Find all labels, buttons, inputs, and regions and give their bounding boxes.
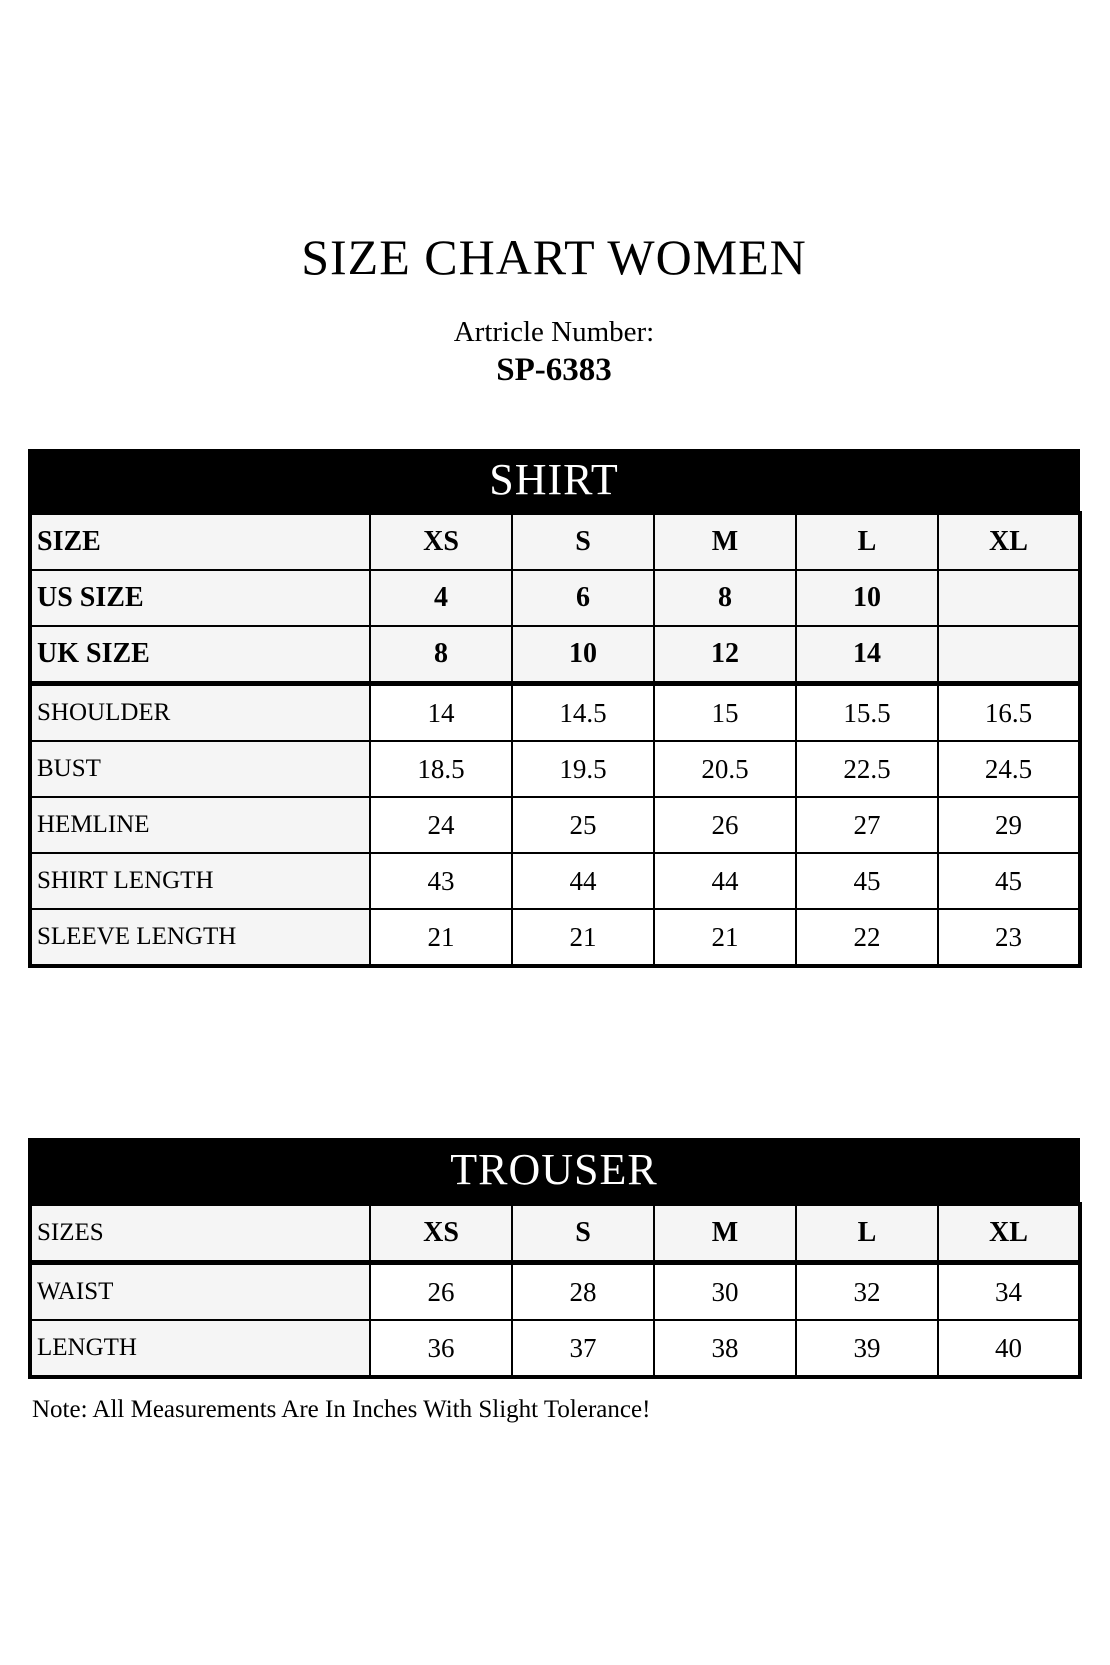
- trouser-table-title: TROUSER: [28, 1138, 1080, 1202]
- shirt-table-title: SHIRT: [28, 449, 1080, 511]
- table-row: [30, 684, 1080, 742]
- cell-value: XL: [938, 1204, 1080, 1263]
- trouser-table: [28, 1202, 1082, 1379]
- cell-value: [938, 570, 1080, 626]
- row-label: SLEEVE LENGTH: [30, 909, 370, 966]
- row-label: SIZES: [30, 1204, 370, 1263]
- cell-value: XS: [370, 1204, 512, 1263]
- cell-value: L: [796, 1204, 938, 1263]
- cell-value: 10: [796, 570, 938, 626]
- table-row: [30, 797, 1080, 853]
- table-row: [30, 513, 1080, 570]
- shirt-table-body: [30, 513, 1080, 966]
- cell-value: 25: [512, 797, 654, 853]
- table-row: [30, 909, 1080, 966]
- table-row: [30, 1320, 1080, 1377]
- note-text: Note: All Measurements Are In Inches With Slight Tolerance!: [32, 1396, 651, 1423]
- table-row: [30, 1204, 1080, 1263]
- cell-value: 30: [654, 1263, 796, 1321]
- cell-value: 37: [512, 1320, 654, 1377]
- cell-value: 18.5: [370, 741, 512, 797]
- cell-value: 28: [512, 1263, 654, 1321]
- cell-value: 14: [796, 626, 938, 684]
- cell-value: 20.5: [654, 741, 796, 797]
- cell-value: 44: [654, 853, 796, 909]
- cell-value: 23: [938, 909, 1080, 966]
- cell-value: 6: [512, 570, 654, 626]
- table-row: [30, 626, 1080, 684]
- cell-value: S: [512, 513, 654, 570]
- row-label: SHOULDER: [30, 684, 370, 742]
- cell-value: 22.5: [796, 741, 938, 797]
- cell-value: 12: [654, 626, 796, 684]
- article-number-value: SP-6383: [496, 352, 612, 388]
- cell-value: 39: [796, 1320, 938, 1377]
- cell-value: 21: [370, 909, 512, 966]
- cell-value: 38: [654, 1320, 796, 1377]
- cell-value: L: [796, 513, 938, 570]
- cell-value: 36: [370, 1320, 512, 1377]
- cell-value: 22: [796, 909, 938, 966]
- row-label: SHIRT LENGTH: [30, 853, 370, 909]
- cell-value: 16.5: [938, 684, 1080, 742]
- cell-value: 32: [796, 1263, 938, 1321]
- trouser-table-body: [30, 1204, 1080, 1377]
- table-row: [30, 1263, 1080, 1321]
- cell-value: 19.5: [512, 741, 654, 797]
- cell-value: 4: [370, 570, 512, 626]
- cell-value: 8: [654, 570, 796, 626]
- row-label: LENGTH: [30, 1320, 370, 1377]
- cell-value: 24: [370, 797, 512, 853]
- cell-value: 10: [512, 626, 654, 684]
- cell-value: 8: [370, 626, 512, 684]
- row-label: WAIST: [30, 1263, 370, 1321]
- cell-value: 14: [370, 684, 512, 742]
- table-row: [30, 741, 1080, 797]
- cell-value: 40: [938, 1320, 1080, 1377]
- shirt-table-section: [28, 449, 1080, 968]
- row-label: US SIZE: [30, 570, 370, 626]
- cell-value: [938, 626, 1080, 684]
- cell-value: 26: [370, 1263, 512, 1321]
- row-label: UK SIZE: [30, 626, 370, 684]
- page-title: SIZE CHART WOMEN: [301, 229, 807, 285]
- trouser-table-section: [28, 1138, 1080, 1379]
- cell-value: 34: [938, 1263, 1080, 1321]
- cell-value: 14.5: [512, 684, 654, 742]
- cell-value: 27: [796, 797, 938, 853]
- cell-value: 15: [654, 684, 796, 742]
- cell-value: 45: [796, 853, 938, 909]
- row-label: BUST: [30, 741, 370, 797]
- cell-value: S: [512, 1204, 654, 1263]
- cell-value: M: [654, 513, 796, 570]
- shirt-table: [28, 511, 1082, 968]
- cell-value: 15.5: [796, 684, 938, 742]
- cell-value: 21: [512, 909, 654, 966]
- table-row: [30, 570, 1080, 626]
- cell-value: 29: [938, 797, 1080, 853]
- cell-value: M: [654, 1204, 796, 1263]
- row-label: SIZE: [30, 513, 370, 570]
- cell-value: 43: [370, 853, 512, 909]
- cell-value: 44: [512, 853, 654, 909]
- cell-value: XS: [370, 513, 512, 570]
- cell-value: 21: [654, 909, 796, 966]
- cell-value: 45: [938, 853, 1080, 909]
- cell-value: XL: [938, 513, 1080, 570]
- row-label: HEMLINE: [30, 797, 370, 853]
- cell-value: 24.5: [938, 741, 1080, 797]
- table-row: [30, 853, 1080, 909]
- cell-value: 26: [654, 797, 796, 853]
- article-number-label: Artricle Number:: [453, 316, 655, 348]
